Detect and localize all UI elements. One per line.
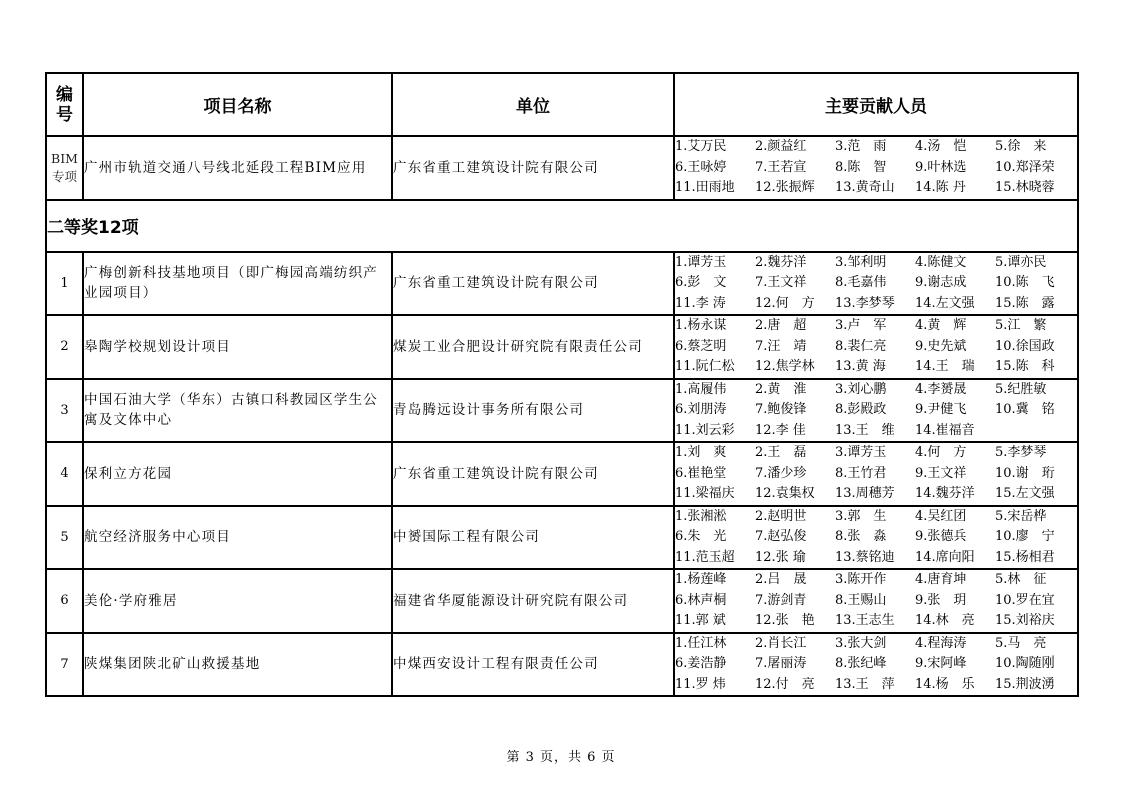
contributor-name: 6.崔艳堂 bbox=[675, 465, 727, 481]
contributor-name: 6.蔡芝明 bbox=[675, 338, 727, 354]
project-name: 保利立方花园 bbox=[83, 442, 392, 506]
contributor-name: 2.吕 晟 bbox=[755, 572, 807, 587]
contributor-name: 10.冀 铭 bbox=[995, 402, 1055, 417]
contributor-name: 11.梁福庆 bbox=[675, 486, 735, 501]
contributor-name: 3.郭 生 bbox=[835, 508, 887, 524]
contributor-name: 2.赵明世 bbox=[755, 508, 807, 524]
contributor-name: 3.谭芳玉 bbox=[835, 445, 887, 460]
header-project-name: 项目名称 bbox=[83, 73, 392, 136]
contributor-name: 5.宋岳桦 bbox=[995, 508, 1047, 524]
contributor-name: 4.陈健文 bbox=[915, 254, 967, 270]
contributor-name: 13.王志生 bbox=[835, 613, 895, 628]
header-unit: 单位 bbox=[392, 73, 674, 136]
contributor-name: 2.魏芬洋 bbox=[755, 254, 807, 270]
contributor-line bbox=[675, 294, 1077, 315]
contributor-name: 7.王若宣 bbox=[755, 159, 807, 175]
contributor-name: 4.汤 恺 bbox=[915, 139, 967, 154]
contributor-name: 8.彭殿政 bbox=[835, 402, 887, 417]
table-row bbox=[46, 506, 1078, 570]
contributor-name: 10.罗在宜 bbox=[995, 592, 1055, 608]
contributor-name: 14.林 亮 bbox=[915, 613, 975, 628]
contributor-name: 15.刘裕庆 bbox=[995, 613, 1055, 628]
unit-name: 广东省重工建筑设计院有限公司 bbox=[392, 252, 674, 316]
contributor-line bbox=[675, 634, 1077, 655]
contributor-name: 13.王 维 bbox=[835, 422, 895, 438]
contributors bbox=[674, 569, 1078, 633]
contributors bbox=[674, 442, 1078, 506]
contributor-name: 7.汪 靖 bbox=[755, 338, 807, 354]
unit-name: 广东省重工建筑设计院有限公司 bbox=[392, 442, 674, 506]
unit-name: 福建省华厦能源设计研究院有限公司 bbox=[392, 569, 674, 633]
project-name: 广州市轨道交通八号线北延段工程BIM应用 bbox=[83, 136, 392, 200]
header-contributors: 主要贡献人员 bbox=[674, 73, 1078, 136]
contributor-name: 8.张 淼 bbox=[835, 529, 887, 544]
contributor-name: 5.马 亮 bbox=[995, 635, 1047, 651]
row-number: 4 bbox=[46, 442, 83, 506]
contributor-line bbox=[675, 316, 1077, 337]
row-number: BIM 专项 bbox=[46, 136, 83, 200]
contributor-name: 14.崔福音 bbox=[915, 422, 975, 438]
unit-name: 中煤西安设计工程有限责任公司 bbox=[392, 633, 674, 697]
contributor-line bbox=[675, 400, 1077, 421]
contributor-name: 8.王赐山 bbox=[835, 592, 887, 608]
contributor-name: 10.廖 宁 bbox=[995, 529, 1055, 544]
contributor-name: 13.黄 海 bbox=[835, 359, 886, 374]
contributor-name: 2.肖长江 bbox=[755, 635, 807, 651]
awards-table bbox=[45, 72, 1079, 697]
contributor-name: 15.林晓蓉 bbox=[995, 180, 1055, 195]
section-title: 二等奖12项 bbox=[46, 200, 1078, 252]
project-name: 航空经济服务中心项目 bbox=[83, 506, 392, 570]
contributor-name: 6.朱 光 bbox=[675, 529, 727, 544]
row-number: 2 bbox=[46, 315, 83, 379]
contributor-name: 2.王 磊 bbox=[755, 445, 807, 460]
contributor-name: 3.张大剑 bbox=[835, 635, 887, 651]
contributor-name: 8.裴仁亮 bbox=[835, 338, 887, 354]
contributor-name: 9.谢志成 bbox=[915, 275, 967, 290]
contributor-name: 15.荆波湧 bbox=[995, 676, 1055, 692]
contributor-name: 11.田雨地 bbox=[675, 180, 735, 195]
contributor-name: 5.谭亦民 bbox=[995, 254, 1047, 270]
project-name: 广梅创新科技基地项目（即广梅园高端纺织产业园项目） bbox=[83, 252, 392, 316]
contributor-name: 7.潘少珍 bbox=[755, 465, 807, 481]
contributor-name: 1.杨莲峰 bbox=[675, 572, 727, 587]
unit-name: 中赟国际工程有限公司 bbox=[392, 506, 674, 570]
table-row bbox=[46, 633, 1078, 697]
contributor-line bbox=[675, 484, 1077, 505]
contributor-name bbox=[995, 421, 1075, 442]
contributor-name: 11.刘云彩 bbox=[675, 422, 735, 438]
contributor-name: 12.张 艳 bbox=[755, 613, 815, 628]
contributors bbox=[674, 506, 1078, 570]
contributor-name: 4.程海涛 bbox=[915, 635, 967, 651]
contributor-line bbox=[675, 357, 1077, 378]
contributor-name: 5.纪胜敏 bbox=[995, 381, 1047, 397]
contributor-name: 3.刘心鹏 bbox=[835, 381, 887, 397]
contributor-line bbox=[675, 654, 1077, 675]
contributor-name: 9.叶林选 bbox=[915, 159, 967, 175]
unit-name: 青岛腾远设计事务所有限公司 bbox=[392, 379, 674, 443]
contributor-line bbox=[675, 380, 1077, 401]
contributors bbox=[674, 252, 1078, 316]
unit-name: 煤炭工业合肥设计研究院有限责任公司 bbox=[392, 315, 674, 379]
contributor-name: 9.宋阿峰 bbox=[915, 656, 967, 671]
contributor-name: 4.黄 辉 bbox=[915, 318, 967, 333]
contributor-name: 14.席向阳 bbox=[915, 549, 975, 565]
contributor-name: 9.尹健飞 bbox=[915, 402, 967, 417]
contributor-name: 1.杨永谋 bbox=[675, 318, 727, 333]
contributor-name: 6.姜浩静 bbox=[675, 656, 727, 671]
contributor-name: 5.徐 来 bbox=[995, 139, 1047, 154]
contributor-name: 14.杨 乐 bbox=[915, 676, 975, 692]
contributor-name: 14.陈 丹 bbox=[915, 180, 966, 195]
contributor-name: 1.艾万民 bbox=[675, 139, 727, 154]
contributor-name: 1.高履伟 bbox=[675, 381, 727, 397]
contributor-name: 10.徐国政 bbox=[995, 338, 1055, 354]
header-number: 编 号 bbox=[46, 73, 83, 136]
contributor-line bbox=[675, 253, 1077, 274]
contributor-name: 15.陈 露 bbox=[995, 295, 1055, 311]
contributor-name: 11.罗 炜 bbox=[675, 676, 726, 692]
contributor-name: 1.张湘淞 bbox=[675, 508, 727, 524]
contributor-name: 12.何 方 bbox=[755, 295, 815, 311]
contributor-name: 14.魏芬洋 bbox=[915, 486, 975, 501]
contributors bbox=[674, 136, 1078, 200]
contributor-name: 14.王 瑞 bbox=[915, 359, 975, 374]
contributor-line bbox=[675, 421, 1077, 442]
contributor-line bbox=[675, 611, 1077, 632]
contributors bbox=[674, 633, 1078, 697]
contributor-name: 13.李梦琴 bbox=[835, 295, 895, 311]
contributor-name: 6.王咏婷 bbox=[675, 159, 727, 175]
contributor-name: 15.左文强 bbox=[995, 486, 1055, 501]
contributor-name: 1.任江林 bbox=[675, 635, 727, 651]
contributor-name: 14.左文强 bbox=[915, 295, 975, 311]
contributor-name: 4.何 方 bbox=[915, 445, 967, 460]
contributor-name: 12.李 佳 bbox=[755, 422, 806, 438]
contributor-name: 11.李 涛 bbox=[675, 295, 726, 311]
project-name: 皋陶学校规划设计项目 bbox=[83, 315, 392, 379]
contributor-line bbox=[675, 178, 1077, 199]
contributor-name: 12.张振辉 bbox=[755, 180, 815, 195]
contributor-name: 10.陈 飞 bbox=[995, 275, 1055, 290]
contributor-line bbox=[675, 675, 1077, 696]
contributor-name: 5.李梦琴 bbox=[995, 445, 1047, 460]
contributor-name: 13.黄奇山 bbox=[835, 180, 895, 195]
contributor-name: 12.张 瑜 bbox=[755, 549, 806, 565]
contributor-name: 6.彭 文 bbox=[675, 275, 727, 290]
contributor-name: 8.张纪峰 bbox=[835, 656, 887, 671]
contributor-name: 12.焦学林 bbox=[755, 359, 815, 374]
contributor-name: 3.卢 军 bbox=[835, 318, 887, 333]
contributor-line bbox=[675, 337, 1077, 358]
contributor-name: 1.谭芳玉 bbox=[675, 254, 727, 270]
contributor-name: 8.陈 智 bbox=[835, 159, 887, 175]
contributor-name: 13.周穗芳 bbox=[835, 486, 895, 501]
table-header-row bbox=[46, 73, 1078, 136]
contributor-line bbox=[675, 443, 1077, 464]
contributor-name: 13.王 萍 bbox=[835, 676, 895, 692]
table-row-bim bbox=[46, 136, 1078, 200]
contributor-name: 9.张 玥 bbox=[915, 592, 967, 608]
contributor-name: 2.唐 超 bbox=[755, 318, 807, 333]
contributor-name: 10.陶随刚 bbox=[995, 656, 1055, 671]
contributor-name: 11.郭 斌 bbox=[675, 613, 726, 628]
project-name: 中国石油大学（华东）古镇口科教园区学生公寓及文体中心 bbox=[83, 379, 392, 443]
contributor-line bbox=[675, 570, 1077, 591]
contributor-name: 10.谢 珩 bbox=[995, 465, 1055, 481]
contributor-name: 3.邹利明 bbox=[835, 254, 887, 270]
contributor-name: 7.赵弘俊 bbox=[755, 529, 807, 544]
table-row bbox=[46, 379, 1078, 443]
row-number: 3 bbox=[46, 379, 83, 443]
contributor-name: 13.蔡铭迪 bbox=[835, 549, 895, 565]
contributor-name: 5.江 繁 bbox=[995, 318, 1047, 333]
row-number: 5 bbox=[46, 506, 83, 570]
row-number: 7 bbox=[46, 633, 83, 697]
contributor-name: 6.刘朋涛 bbox=[675, 402, 727, 417]
contributor-line bbox=[675, 591, 1077, 612]
page-number: 第 3 页，共 6 页 bbox=[506, 750, 616, 765]
project-name: 美伦·学府雅居 bbox=[83, 569, 392, 633]
contributor-name: 4.唐育坤 bbox=[915, 572, 967, 587]
table-row bbox=[46, 315, 1078, 379]
table-row bbox=[46, 569, 1078, 633]
contributor-line bbox=[675, 527, 1077, 548]
contributors bbox=[674, 379, 1078, 443]
contributor-line bbox=[675, 273, 1077, 294]
project-name: 陕煤集团陕北矿山救援基地 bbox=[83, 633, 392, 697]
contributor-name: 4.李赟晟 bbox=[915, 381, 967, 397]
contributor-name: 15.陈 科 bbox=[995, 359, 1055, 374]
row-number: 6 bbox=[46, 569, 83, 633]
contributor-line bbox=[675, 548, 1077, 569]
contributor-name: 7.鲍俊锋 bbox=[755, 402, 807, 417]
contributor-name: 8.王竹君 bbox=[835, 465, 887, 481]
contributor-name: 11.范玉超 bbox=[675, 549, 735, 565]
unit-name: 广东省重工建筑设计院有限公司 bbox=[392, 136, 674, 200]
contributor-name: 9.王文祥 bbox=[915, 465, 967, 481]
contributor-name: 4.吴红团 bbox=[915, 508, 967, 524]
contributor-name: 12.付 亮 bbox=[755, 676, 815, 692]
contributor-name: 12.袁集权 bbox=[755, 486, 815, 501]
contributor-name: 7.王文祥 bbox=[755, 275, 807, 290]
contributor-name: 8.毛嘉伟 bbox=[835, 275, 887, 290]
contributor-name: 10.郑泽荣 bbox=[995, 159, 1055, 175]
contributor-name: 3.范 雨 bbox=[835, 139, 887, 154]
contributor-name: 6.林声桐 bbox=[675, 592, 727, 608]
section-row bbox=[46, 200, 1078, 252]
contributor-name: 3.陈开作 bbox=[835, 572, 887, 587]
contributor-name: 9.史先斌 bbox=[915, 338, 967, 354]
contributors bbox=[674, 315, 1078, 379]
contributor-name: 2.颜益红 bbox=[755, 139, 807, 154]
row-number: 1 bbox=[46, 252, 83, 316]
contributor-name: 7.游剑青 bbox=[755, 592, 807, 608]
contributor-name: 15.杨相君 bbox=[995, 549, 1055, 565]
contributor-name: 7.屠丽涛 bbox=[755, 656, 807, 671]
contributor-name: 1.刘 爽 bbox=[675, 445, 727, 460]
table-row bbox=[46, 442, 1078, 506]
contributor-line bbox=[675, 158, 1077, 179]
contributor-line bbox=[675, 137, 1077, 158]
contributor-line bbox=[675, 507, 1077, 528]
table-row bbox=[46, 252, 1078, 316]
contributor-name: 5.林 征 bbox=[995, 572, 1047, 587]
contributor-line bbox=[675, 464, 1077, 485]
contributor-name: 9.张德兵 bbox=[915, 529, 967, 544]
contributor-name: 11.阮仁松 bbox=[675, 359, 735, 374]
contributor-name: 2.黄 淮 bbox=[755, 381, 807, 397]
